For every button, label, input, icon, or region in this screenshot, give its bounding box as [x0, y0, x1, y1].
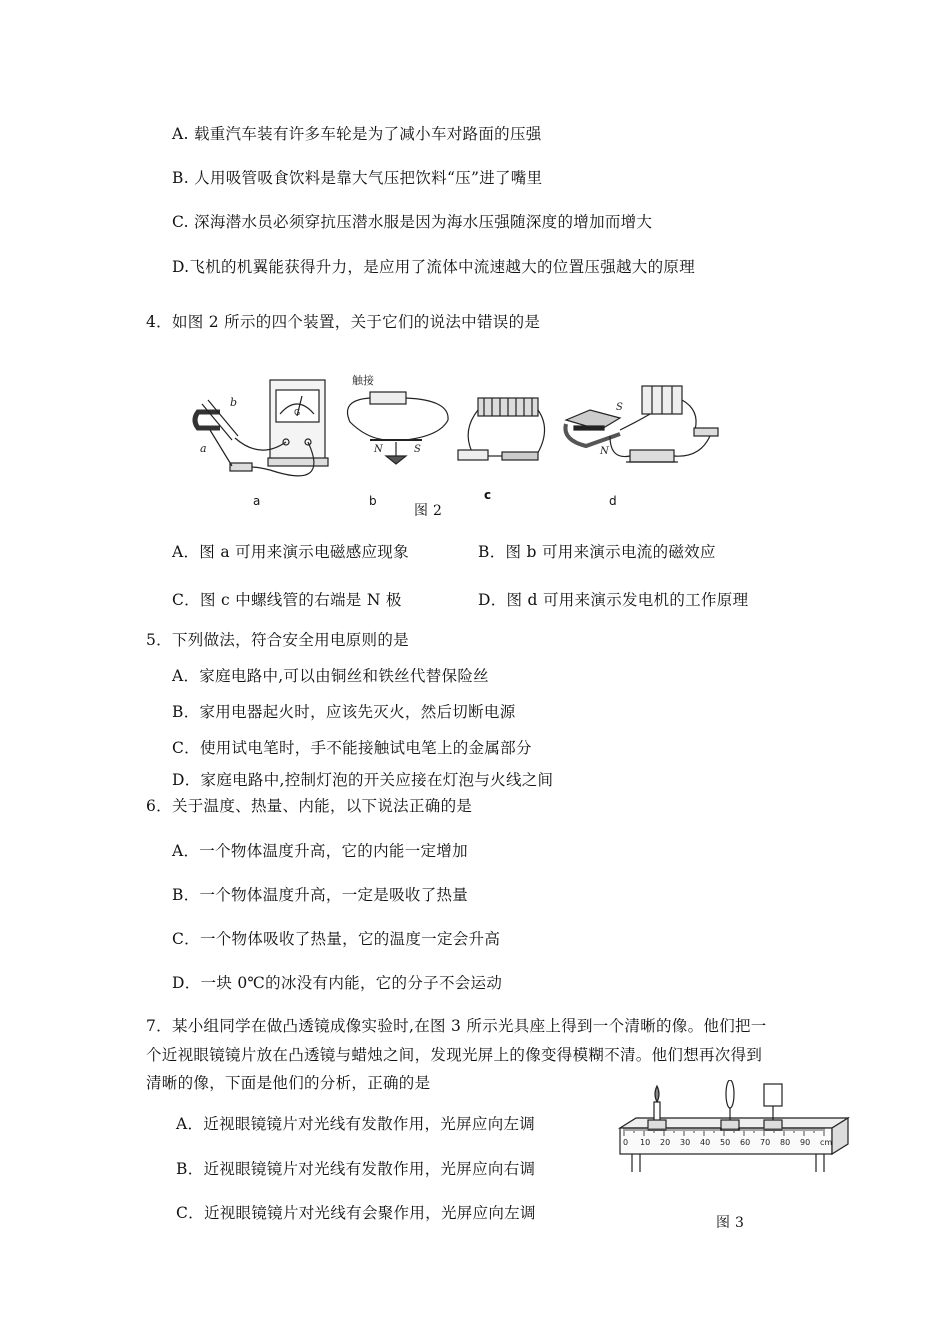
scale-label: 70	[760, 1138, 771, 1147]
scale-label: 80	[780, 1138, 791, 1147]
q7-stem-line-3: 清晰的像，下面是他们的分析，正确的是	[146, 1074, 431, 1092]
q6-option-b: B．一个物体温度升高，一定是吸收了热量	[172, 886, 469, 904]
scale-label: 0	[623, 1138, 629, 1147]
q4-option-d: D．图 d 可用来演示发电机的工作原理	[478, 591, 749, 609]
figure-2-label-b: b	[369, 494, 377, 508]
figure-2	[190, 370, 730, 520]
figure-2a-letter-a: a	[200, 442, 207, 455]
scale-label: 50	[720, 1138, 731, 1147]
optical-bench-drawing	[610, 1080, 855, 1190]
q4-option-a: A．图 a 可用来演示电磁感应现象	[172, 543, 409, 561]
q4-stem: 4．如图 2 所示的四个装置，关于它们的说法中错误的是	[146, 313, 541, 331]
scale-label: 60	[740, 1138, 751, 1147]
q6-option-a: A．一个物体温度升高，它的内能一定增加	[172, 842, 468, 860]
figure-3	[610, 1080, 855, 1190]
q5-option-d: D．家庭电路中,控制灯泡的开关应接在灯泡与火线之间	[172, 771, 554, 789]
figure-2-caption: 图 2	[414, 503, 443, 519]
figure-2d-pole-s: S	[616, 402, 623, 413]
q3-option-d: D.飞机的机翼能获得升力，是应用了流体中流速越大的位置压强越大的原理	[172, 258, 696, 276]
q7-stem-line-1: 7．某小组同学在做凸透镜成像实验时,在图 3 所示光具座上得到一个清晰的像。他们把一	[146, 1017, 767, 1035]
q7-stem-line-2: 个近视眼镜镜片放在凸透镜与蜡烛之间，发现光屏上的像变得模糊不清。他们想再次得到	[146, 1046, 763, 1064]
svg-text:G: G	[294, 408, 301, 417]
scale-label: 10	[640, 1138, 651, 1147]
q5-option-c: C．使用试电笔时，手不能接触试电笔上的金属部分	[172, 739, 532, 757]
scale-label: 40	[700, 1138, 711, 1147]
q3-option-a: A. 载重汽车装有许多车轮是为了减小车对路面的压强	[172, 125, 542, 143]
q4-option-b: B．图 b 可用来演示电流的磁效应	[478, 543, 716, 561]
figure-2-label-d: d	[609, 494, 617, 508]
figure-2d-apparatus	[565, 386, 718, 462]
figure-2b-label: 触接	[352, 374, 374, 387]
figure-3-caption: 图 3	[716, 1215, 745, 1231]
figure-2-drawing	[190, 370, 730, 520]
scale-label: cm	[820, 1138, 833, 1147]
figure-2a-apparatus	[195, 380, 328, 476]
scale-label: 20	[660, 1138, 671, 1147]
figure-2d-pole-n: N	[600, 446, 609, 457]
figure-2-label-a: a	[253, 494, 261, 508]
figure-2a-letter-b: b	[230, 396, 238, 409]
q6-option-c: C．一个物体吸收了热量，它的温度一定会升高	[172, 930, 501, 948]
q7-option-c: C．近视眼镜镜片对光线有会聚作用，光屏应向左调	[176, 1204, 536, 1222]
figure-2b-pole-n: N	[374, 444, 383, 455]
q3-option-b: B. 人用吸管吸食饮料是靠大气压把饮料“压”进了嘴里	[172, 169, 543, 187]
figure-2b-pole-s: S	[414, 444, 421, 455]
q5-option-b: B．家用电器起火时，应该先灭火，然后切断电源	[172, 703, 516, 721]
q5-stem: 5．下列做法，符合安全用电原则的是	[146, 631, 409, 649]
scale-label: 90	[800, 1138, 811, 1147]
q4-option-c: C．图 c 中螺线管的右端是 N 极	[172, 591, 402, 609]
figure-2b-apparatus	[348, 392, 449, 464]
figure-2-label-c: c	[484, 488, 492, 502]
scale-label: 30	[680, 1138, 691, 1147]
q6-stem: 6．关于温度、热量、内能，以下说法正确的是	[146, 797, 473, 815]
figure-2c-apparatus	[458, 398, 545, 460]
q7-option-b: B．近视眼镜镜片对光线有发散作用，光屏应向右调	[176, 1160, 536, 1178]
q7-option-a: A．近视眼镜镜片对光线有发散作用，光屏应向左调	[176, 1115, 536, 1133]
q6-option-d: D．一块 0℃的冰没有内能，它的分子不会运动	[172, 974, 503, 992]
q5-option-a: A．家庭电路中,可以由铜丝和铁丝代替保险丝	[172, 667, 489, 685]
q3-option-c: C. 深海潜水员必须穿抗压潜水服是因为海水压强随深度的增加而增大	[172, 213, 653, 231]
